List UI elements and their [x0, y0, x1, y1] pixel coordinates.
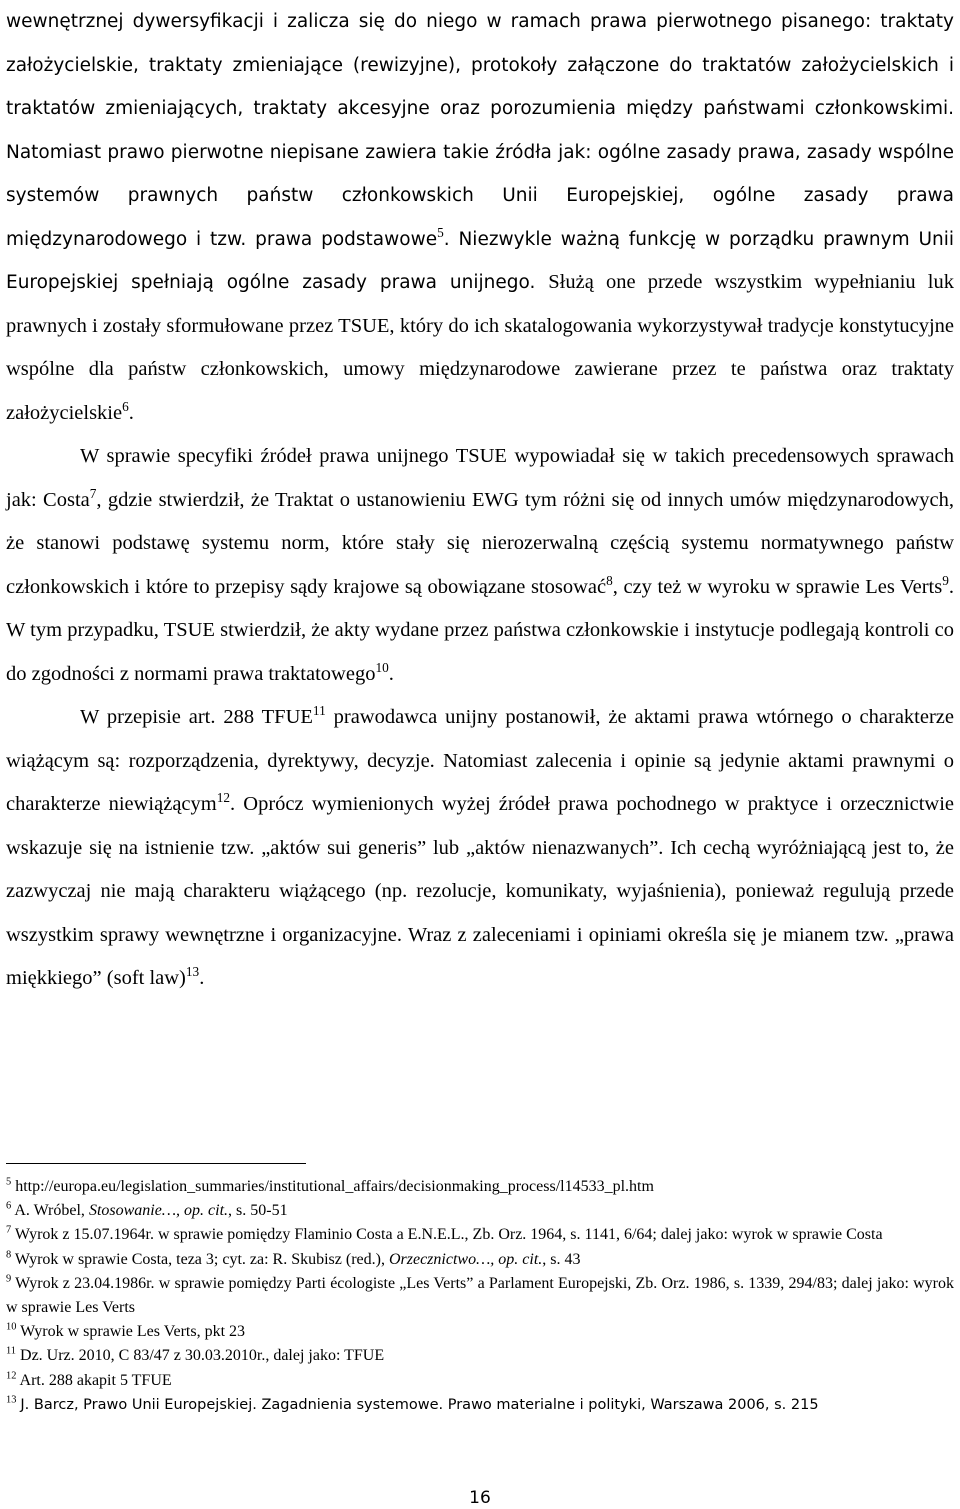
footnote-text: J. Barcz, Prawo Unii Europejskiej. Zagadnienia systemowe. Prawo materialne i polityki, Warszawa 2006, s. 215	[20, 1396, 819, 1413]
footnote-number: 7	[6, 1225, 12, 1237]
footnote	[6, 1272, 954, 1320]
footnote-reference: 11	[312, 703, 326, 719]
text-run: Służą one przede wszystkim wypełnianiu luk prawnych i zostały sformułowane przez TSUE, który do ich skatalogowania wykorzystywał tradycje konstytucyjne wspólne dla państw członkowskich, umowy międzynarodowe zawierane przez te państwa oraz traktaty założycielskie	[6, 271, 954, 424]
footnote-reference: 7	[89, 485, 97, 501]
footnote	[6, 1223, 954, 1247]
footnote-reference: 9	[942, 572, 949, 588]
footnote-text: Dz. Urz. 2010, C 83/47 z 30.03.2010r., dalej jako: TFUE	[20, 1347, 385, 1365]
footnote-reference: 5	[437, 224, 444, 240]
text-run: W sprawie specyfiki źródeł prawa unijnego TSUE wypowiadał się w takich precedensowych sprawach jak: Costa	[6, 445, 954, 511]
footnote-reference: 12	[216, 790, 231, 806]
body-paragraph	[6, 696, 954, 1001]
footnote-text: http://europa.eu/legislation_summaries/institutional_affairs/decisionmaking_process/l14533_pl.htm	[15, 1178, 654, 1195]
footnote	[6, 1393, 954, 1417]
footnote-number: 13	[6, 1394, 17, 1406]
footnote-text: A. Wróbel,	[14, 1202, 89, 1220]
footnote-number: 8	[6, 1249, 12, 1261]
footnote-text: Orzecznictwo…, op. cit.	[388, 1250, 543, 1268]
text-run: .	[199, 967, 205, 989]
footnote-separator	[6, 1163, 306, 1164]
footnote-number: 9	[6, 1273, 12, 1285]
text-run: W przepisie art. 288 TFUE	[80, 706, 313, 728]
text-run: prawodawca unijny postanowił, że aktami prawa wtórnego o charakterze wiążącym są: rozporządzenia, dyrektywy, decyzje. Natomiast zalecenia i opinie są jedynie aktami prawnymi o charakterze niewiążącym	[6, 706, 954, 815]
footnote-text: Wyrok z 15.07.1964r. w sprawie pomiędzy Flaminio Costa a E.N.E.L., Zb. Orz. 1964, s. 1141, 6/64; dalej jako: wyrok w sprawie Costa	[14, 1226, 883, 1244]
text-run: . Niezwykle ważną funkcję w porządku prawnym Unii Europejskiej spełniają ogólne zasady prawa unijnego.	[6, 228, 955, 293]
footnote	[6, 1175, 954, 1199]
text-run: wewnętrznej dywersyfikacji i zalicza się do niego w ramach prawa pierwotnego pisanego: traktaty założycielskie, traktaty zmieniające (rewizyjne), protokoły załączone do traktatów założycielskich i traktatów zmieniających, traktaty akcesyjne oraz porozumienia między państwami członkowskimi. Natomiast prawo pierwotne niepisane zawiera takie źródła jak: ogólne zasady prawa, zasady wspólne systemów prawnych państw członkowskich Unii Europejskiej, ogólne zasady prawa międzynarodowego i tzw. prawa podstawowe	[6, 11, 954, 250]
footnote	[6, 1344, 954, 1368]
footnote-number: 6	[6, 1200, 12, 1212]
footnote-text: Stosowanie…, op. cit.	[88, 1202, 229, 1220]
footnote-text: , s. 50-51	[228, 1202, 288, 1220]
body-paragraph	[6, 435, 954, 696]
text-run: . Oprócz wymienionych wyżej źródeł prawa pochodnego w praktyce i orzecznictwie wskazuje się na istnienie tzw. „aktów sui generis” lub „aktów nienazwanych”. Ich cechą wyróżniającą jest to, że zazwyczaj nie mają charakteru wiążącego (np. rezolucje, komunikaty, wyjaśnienia), ponieważ regulują przede wszystkim sprawy wewnętrzne i organizacyjne. Wraz z zaleceniami i opiniami określa się je mianem tzw. „prawa miękkiego” (soft law)	[6, 793, 954, 989]
footnote	[6, 1199, 954, 1223]
footnote-text: Wyrok w sprawie Les Verts, pkt 23	[20, 1323, 246, 1341]
footnote-number: 11	[6, 1346, 17, 1358]
text-run: , gdzie stwierdził, że Traktat o ustanowieniu EWG tym różni się od innych umów międzynarodowych, że stanowi podstawę systemu norm, które stały się nierozerwalną częścią systemu normatywnego państw członkowskich i które to przepisy sądy krajowe są obowiązane stosować	[6, 488, 955, 598]
footnote-reference: 13	[185, 964, 200, 980]
footnote-reference: 6	[122, 398, 129, 414]
text-run: , czy też w wyroku w sprawie Les Verts	[612, 575, 943, 598]
footnote	[6, 1369, 954, 1393]
footnote-text: , s. 43	[542, 1250, 581, 1268]
footnotes	[6, 1175, 954, 1417]
text-run: . W tym przypadku, TSUE stwierdził, że akty wydane przez państwa członkowskie i instytucje podlegają kontroli co do zgodności z normami prawa traktatowego	[6, 575, 954, 685]
footnote-reference: 10	[375, 659, 389, 675]
footnote-text: Wyrok w sprawie Costa, teza 3; cyt. za: R. Skubisz (red.),	[14, 1250, 389, 1268]
text-run: .	[388, 662, 394, 685]
footnote-text: Wyrok z 23.04.1986r. w sprawie pomiędzy Parti écologiste „Les Verts” a Parlament Europejski, Zb. Orz. 1986, s. 1339, 294/83; dalej jako: wyrok w sprawie Les Verts	[6, 1274, 954, 1317]
footnote-number: 5	[6, 1176, 12, 1188]
body-text	[6, 0, 954, 1001]
footnote-text: Art. 288 akapit 5 TFUE	[19, 1371, 172, 1389]
footnote-reference: 8	[606, 572, 613, 588]
footnote	[6, 1248, 954, 1272]
page-number: 16	[469, 1488, 491, 1508]
footnote	[6, 1320, 954, 1344]
body-paragraph	[6, 0, 954, 435]
footnote-number: 12	[6, 1370, 17, 1382]
footnote-number: 10	[6, 1321, 17, 1333]
text-run: .	[128, 401, 134, 424]
